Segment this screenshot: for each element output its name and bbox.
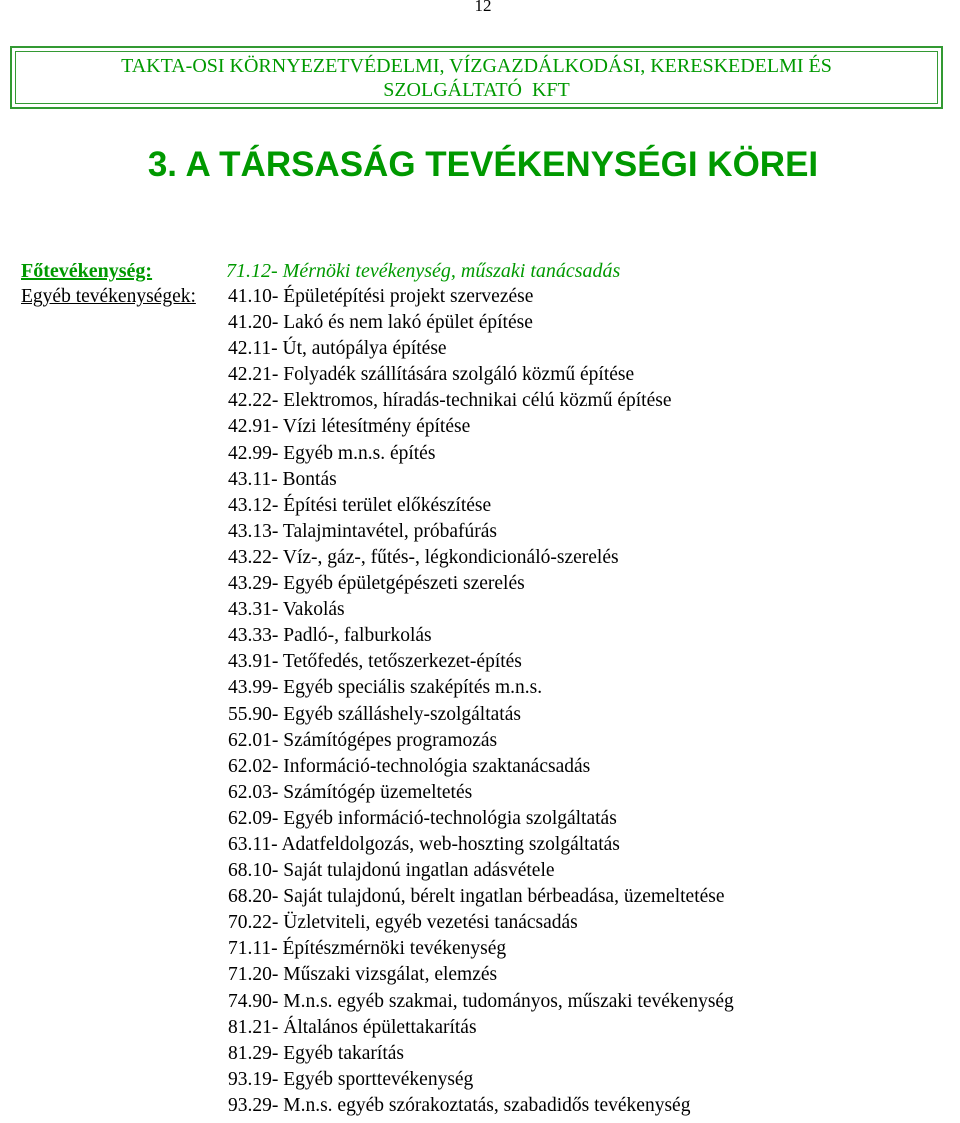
activity-item: 43.13- Talajmintavétel, próbafúrás	[228, 520, 498, 542]
activity-item: 41.10- Épületépítési projekt szervezése	[228, 286, 534, 307]
main-activity-value: 71.12- Mérnöki tevékenység, műszaki tanácsadás	[226, 260, 621, 282]
other-activities-list	[228, 284, 734, 1119]
activity-item: 81.29- Egyéb takarítás	[228, 1042, 404, 1064]
activity-item: 71.20- Műszaki vizsgálat, elemzés	[228, 964, 498, 986]
company-name-line2: SZOLGÁLTATÓ KFT	[383, 78, 570, 101]
activity-item: 63.11- Adatfeldolgozás, web-hoszting szolgáltatás	[228, 833, 620, 855]
company-header-box	[10, 46, 943, 109]
activity-item: 74.90- M.n.s. egyéb szakmai, tudományos, műszaki tevékenység	[228, 990, 734, 1012]
activity-item: 42.99- Egyéb m.n.s. építés	[228, 442, 436, 464]
activity-item: 70.22- Üzletviteli, egyéb vezetési tanácsadás	[228, 912, 578, 934]
activity-item: 81.21- Általános épülettakarítás	[228, 1016, 477, 1038]
activity-item: 43.33- Padló-, falburkolás	[228, 625, 432, 647]
main-activity-label: Főtevékenység:	[21, 260, 153, 282]
activity-item: 43.22- Víz-, gáz-, fűtés-, légkondicionáló-szerelés	[228, 546, 619, 568]
activity-item: 42.11- Út, autópálya építése	[228, 338, 447, 360]
company-header-inner	[15, 51, 938, 104]
activity-item: 42.91- Vízi létesítmény építése	[228, 416, 471, 438]
activity-item: 71.11- Építészmérnöki tevékenység	[228, 938, 507, 960]
page-number: 12	[474, 0, 492, 15]
section-title: 3. A TÁRSASÁG TEVÉKENYSÉGI KÖREI	[147, 145, 819, 184]
activity-item: 55.90- Egyéb szálláshely-szolgáltatás	[228, 703, 521, 725]
activity-item: 62.09- Egyéb információ-technológia szolgáltatás	[228, 807, 617, 829]
activity-item: 68.20- Saját tulajdonú, bérelt ingatlan bérbeadása, üzemeltetése	[228, 886, 725, 908]
activity-item: 43.12- Építési terület előkészítése	[228, 494, 492, 516]
activity-item: 93.19- Egyéb sporttevékenység	[228, 1068, 474, 1090]
other-activities-label: Egyéb tevékenységek:	[21, 286, 196, 307]
activity-item: 62.03- Számítógép üzemeltetés	[228, 781, 473, 803]
activity-item: 62.01- Számítógépes programozás	[228, 729, 498, 751]
activity-item: 68.10- Saját tulajdonú ingatlan adásvétele	[228, 860, 555, 882]
activity-item: 93.29- M.n.s. egyéb szórakoztatás, szabadidős tevékenység	[228, 1094, 691, 1116]
activity-item: 42.22- Elektromos, híradás-technikai célú közmű építése	[228, 390, 672, 412]
activity-item: 43.11- Bontás	[228, 468, 337, 490]
main-activity-row	[21, 258, 620, 284]
activity-item: 41.20- Lakó és nem lakó épület építése	[228, 312, 533, 334]
activity-item: 43.99- Egyéb speciális szaképítés m.n.s.	[228, 677, 543, 699]
activity-item: 43.29- Egyéb épületgépészeti szerelés	[228, 573, 525, 595]
activity-item: 43.31- Vakolás	[228, 599, 345, 621]
activity-item: 62.02- Információ-technológia szaktanácsadás	[228, 755, 591, 777]
company-name-line1: TAKTA-OSI KÖRNYEZETVÉDELMI, VÍZGAZDÁLKODÁSI, KERESKEDELMI ÉS	[121, 54, 832, 77]
activity-item: 42.21- Folyadék szállítására szolgáló közmű építése	[228, 364, 635, 386]
activity-item: 43.91- Tetőfedés, tetőszerkezet-építés	[228, 651, 522, 673]
